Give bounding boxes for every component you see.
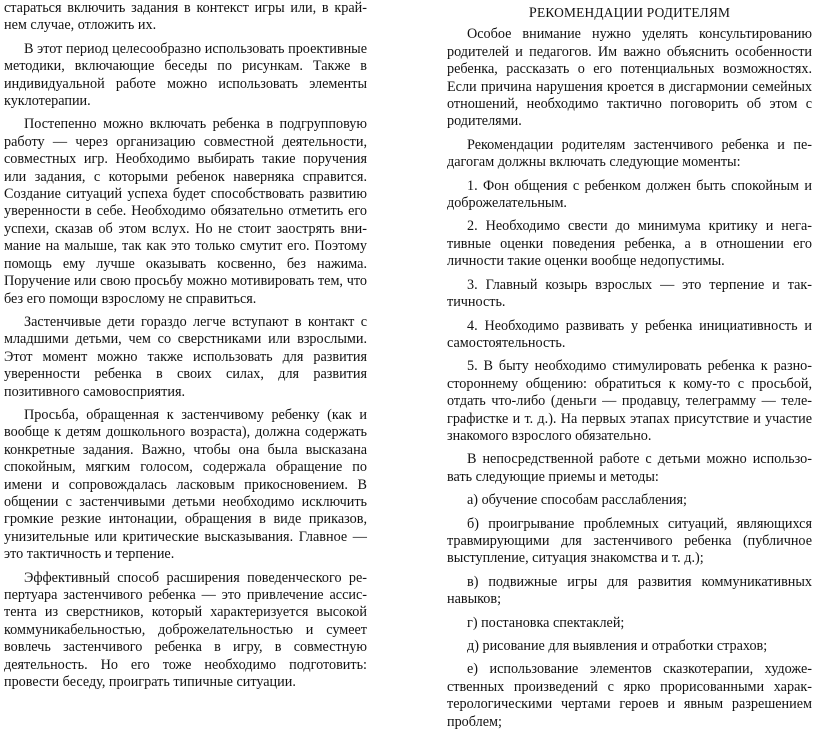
method-item-c: в) подвижные игры для развития коммуникативных навыков; xyxy=(447,573,812,608)
method-item-d: г) постановка спектаклей; xyxy=(467,614,625,631)
method-item-b: б) проигрывание проблемных ситуаций, являющихся травмирующими для застенчивого ребенка (публичное выступление, ситуация знакомства и т. д.); xyxy=(447,515,812,567)
right-paragraph-1: Особое внимание нужно уделять консультированию родителей и педагогов. Им важно объяснить особенности ребенка, рассказать о его потенциальных возможностях. Если причина нарушения кроется в дисгармонии семейных отношений, необходимо тактично поговорить об этом с родителями. xyxy=(447,26,812,130)
right-paragraph-2: Рекомендации родителям застенчивого ребенка и педагогам должны включать следующие моменты: xyxy=(447,136,812,171)
section-heading-initial: Р xyxy=(528,5,537,21)
recommendation-item-2: 2. Необходимо свести до минимума критику и негативные оценки поведения ребенка, а в отношении его личности такие оценки вообще недопустимы. xyxy=(447,218,812,270)
left-paragraph-5: Просьба, обращенная к застенчивому ребенку (как и вообще к детям дошкольного возраста), должна содержать конкретные задания. Важно, чтобы она была высказана спокойным, мягким голосом, содержала обращение по имени и сопровождалась ласковым прикосновением. В общении с застенчивыми детьми необходимо исключить громкие резкие интонации, обращения в виде приказов, унизительные или критические высказывания. Главное — это тактичность и терпение. xyxy=(4,406,367,563)
left-paragraph-2: В этот период целесообразно использовать проективные методики, включающие беседы по рисункам. Также в индивидуальной работе можно использовать элементы куклотерапии. xyxy=(4,40,367,110)
left-column xyxy=(4,0,367,697)
left-paragraph-3: Постепенно можно включать ребенка в подгрупповую работу — через организацию совместной деятельности, совместных игр. Необходимо выбирать такие поручения или задания, с которыми ребенок наверняка справится. Создание ситуаций успеха будет способствовать развитию уверенности в себе. Необходимо обязательно отметить его успехи, сказав об этом вслух. Но не стоит заострять внимание на малыше, так как это только смутит его. Поэтому помощь ему лучше оказывать косвенно, без нажима. Поручение или свою просьбу можно мотивировать тем, что без его помощи взрослому не справиться. xyxy=(4,116,367,307)
section-heading-text: ЕКОМЕНДАЦИИ РОДИТЕЛЯМ xyxy=(537,5,731,20)
recommendation-item-1: 1. Фон общения с ребенком должен быть спокойным и доброжелательным. xyxy=(447,177,812,212)
right-column xyxy=(447,4,812,737)
method-item-e: д) рисование для выявления и отработки страхов; xyxy=(467,638,768,654)
section-heading xyxy=(447,4,812,22)
recommendation-item-5: 5. В быту необходимо стимулировать ребенка к разностороннему общению: обратиться к кому-то с просьбой, отдать что-либо (деньги — продавцу, телеграмму — телеграфистке и т. д.). На первых этапах присутствие и участие знакомого взрослого обязательно. xyxy=(447,358,812,444)
recommendation-item-3: 3. Главный козырь взрослых — это терпение и тактичность. xyxy=(447,276,812,311)
left-paragraph-4: Застенчивые дети гораздо легче вступают в контакт с младшими детьми, чем со сверстниками или взрослыми. Этот момент можно также использовать для развития уверенности ребенка в своих силах, для развития позитивного самовосприятия. xyxy=(4,313,367,400)
method-item-a: а) обучение способам расслабления; xyxy=(467,492,687,509)
methods-intro: В непосредственной работе с детьми можно использовать следующие приемы и методы: xyxy=(447,451,812,485)
recommendation-item-4: 4. Необходимо развивать у ребенка инициативность и самостоятельность. xyxy=(447,317,812,351)
left-paragraph-1: стараться включить задания в контекст игры или, в крайнем случае, отложить их. xyxy=(4,0,367,34)
method-item-f: е) использование элементов сказкотерапии, художественных произведений с ярко прорисованными характерологическими чертами героев и явным разрешением проблем; xyxy=(447,661,812,730)
left-paragraph-6: Эффективный способ расширения поведенческого репертуара застенчивого ребенка — это привлечение ассистента из сверстников, который характеризуется высокой коммуникабельностью, доброжелательностью и сумеет вовлечь застенчивого ребенка в игру, в совместную деятельность. Но его тоже необходимо подготовить: провести беседу, проиграть типичные ситуации. xyxy=(4,569,367,691)
